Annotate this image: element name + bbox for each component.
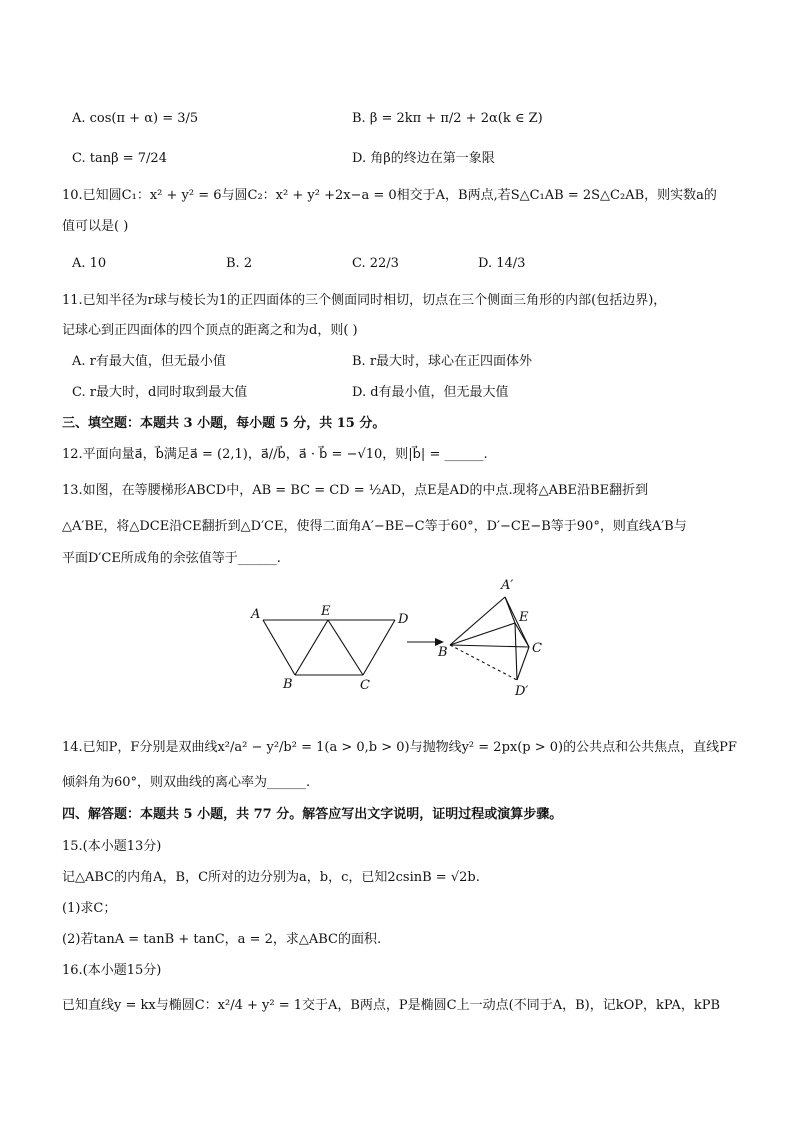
q9-option-a: A. cos(π + α) = 3/5 bbox=[72, 111, 199, 126]
q11-stem-line1: 11.已知半径为r球与棱长为1的正四面体的三个侧面同时相切，切点在三个侧面三角形的内部(包括边界)， bbox=[62, 293, 667, 308]
label-d-prime: D′ bbox=[515, 684, 529, 699]
q15-heading: 15.(本小题13分) bbox=[62, 839, 162, 854]
label-b: B bbox=[283, 677, 293, 692]
q16-heading: 16.(本小题15分) bbox=[62, 963, 162, 978]
q15-part-2: (2)若tanA = tanB + tanC，a = 2，求△ABC的面积. bbox=[62, 932, 382, 947]
edge-d2c bbox=[517, 647, 529, 680]
q10-option-a: A. 10 bbox=[72, 256, 107, 271]
q10-option-c: C. 22/3 bbox=[352, 256, 399, 271]
section-4-heading: 四、解答题：本题共 5 小题，共 77 分。解答应写出文字说明，证明过程或演算步骤。 bbox=[62, 807, 563, 822]
q11-stem-line2: 记球心到正四面体的四个顶点的距离之和为d，则( ) bbox=[62, 323, 358, 338]
label-e: E bbox=[321, 604, 331, 619]
q11-option-b: B. r最大时，球心在正四面体外 bbox=[352, 354, 533, 369]
q11-option-d: D. d有最小值，但无最大值 bbox=[352, 385, 509, 400]
edge-be2 bbox=[450, 623, 515, 645]
q10-stem-line1: 10.已知圆C₁：x² + y² = 6与圆C₂：x² + y² +2x−a = 0相交于A，B两点,若S△C₁AB = 2S△C₂AB，则实数a的 bbox=[62, 188, 717, 203]
label-d: D bbox=[398, 612, 409, 627]
q16-stem: 已知直线y = kx与椭圆C：x²/4 + y² = 1交于A，B两点，P是椭圆C上一动点(不同于A，B)，记kOP，kPA，kPB bbox=[62, 998, 720, 1013]
label-a: A bbox=[251, 607, 261, 622]
q9-option-c: C. tanβ = 7/24 bbox=[72, 151, 167, 166]
edge-ed2 bbox=[515, 623, 517, 680]
q15-stem: 记△ABC的内角A，B，C所对的边分别为a，b，c，已知2csinB = √2b. bbox=[62, 870, 480, 885]
q10-option-b: B. 2 bbox=[226, 256, 253, 271]
edge-b2c bbox=[450, 645, 529, 647]
edge-ce bbox=[328, 620, 363, 675]
q12-stem: 12.平面向量a⃗，b⃗满足a⃗ = (2,1)，a⃗//b⃗，a⃗ · b⃗ = −√10，则|b⃗| = ______. bbox=[62, 447, 488, 462]
q11-option-c: C. r最大时，d同时取到最大值 bbox=[72, 385, 248, 400]
q13-figure bbox=[245, 575, 565, 705]
edge-cd bbox=[363, 620, 395, 675]
q10-stem-line2: 值可以是( ) bbox=[62, 219, 129, 234]
label-c: C bbox=[360, 678, 370, 693]
q13-stem-line2: △A′BE，将△DCE沿CE翻折到△D′CE，使得二面角A′−BE−C等于60°，D′−CE−B等于90°，则直线A′B与 bbox=[62, 519, 687, 534]
label-e-folded: E bbox=[519, 610, 529, 625]
q15-part-1: (1)求C； bbox=[62, 901, 117, 916]
q14-stem-line1: 14.已知P，F分别是双曲线x²/a² − y²/b² = 1(a > 0,b > 0)与抛物线y² = 2px(p > 0)的公共点和公共焦点，直线PF bbox=[62, 740, 737, 755]
q11-option-a: A. r有最大值，但无最小值 bbox=[72, 354, 226, 369]
label-b-folded: B bbox=[438, 645, 448, 660]
q9-option-b: B. β = 2kπ + π/2 + 2α(k ∈ Z) bbox=[352, 111, 543, 126]
edge-ab bbox=[263, 620, 295, 675]
label-c-folded: C bbox=[532, 641, 542, 656]
label-a-prime: A′ bbox=[501, 578, 514, 593]
edge-be bbox=[295, 620, 328, 675]
q9-option-d: D. 角β的终边在第一象限 bbox=[352, 151, 495, 166]
q13-stem-line3: 平面D′CE所成角的余弦值等于______. bbox=[62, 551, 281, 566]
q13-stem-line1: 13.如图，在等腰梯形ABCD中，AB = BC = CD = ½AD，点E是AD的中点.现将△ABE沿BE翻折到 bbox=[62, 483, 649, 498]
q14-stem-line2: 倾斜角为60°，则双曲线的离心率为______. bbox=[62, 775, 311, 790]
edge-bd2 bbox=[450, 645, 517, 680]
edge-a2b bbox=[450, 597, 505, 645]
q10-option-d: D. 14/3 bbox=[478, 256, 526, 271]
section-3-heading: 三、填空题：本题共 3 小题，每小题 5 分，共 15 分。 bbox=[62, 416, 386, 431]
